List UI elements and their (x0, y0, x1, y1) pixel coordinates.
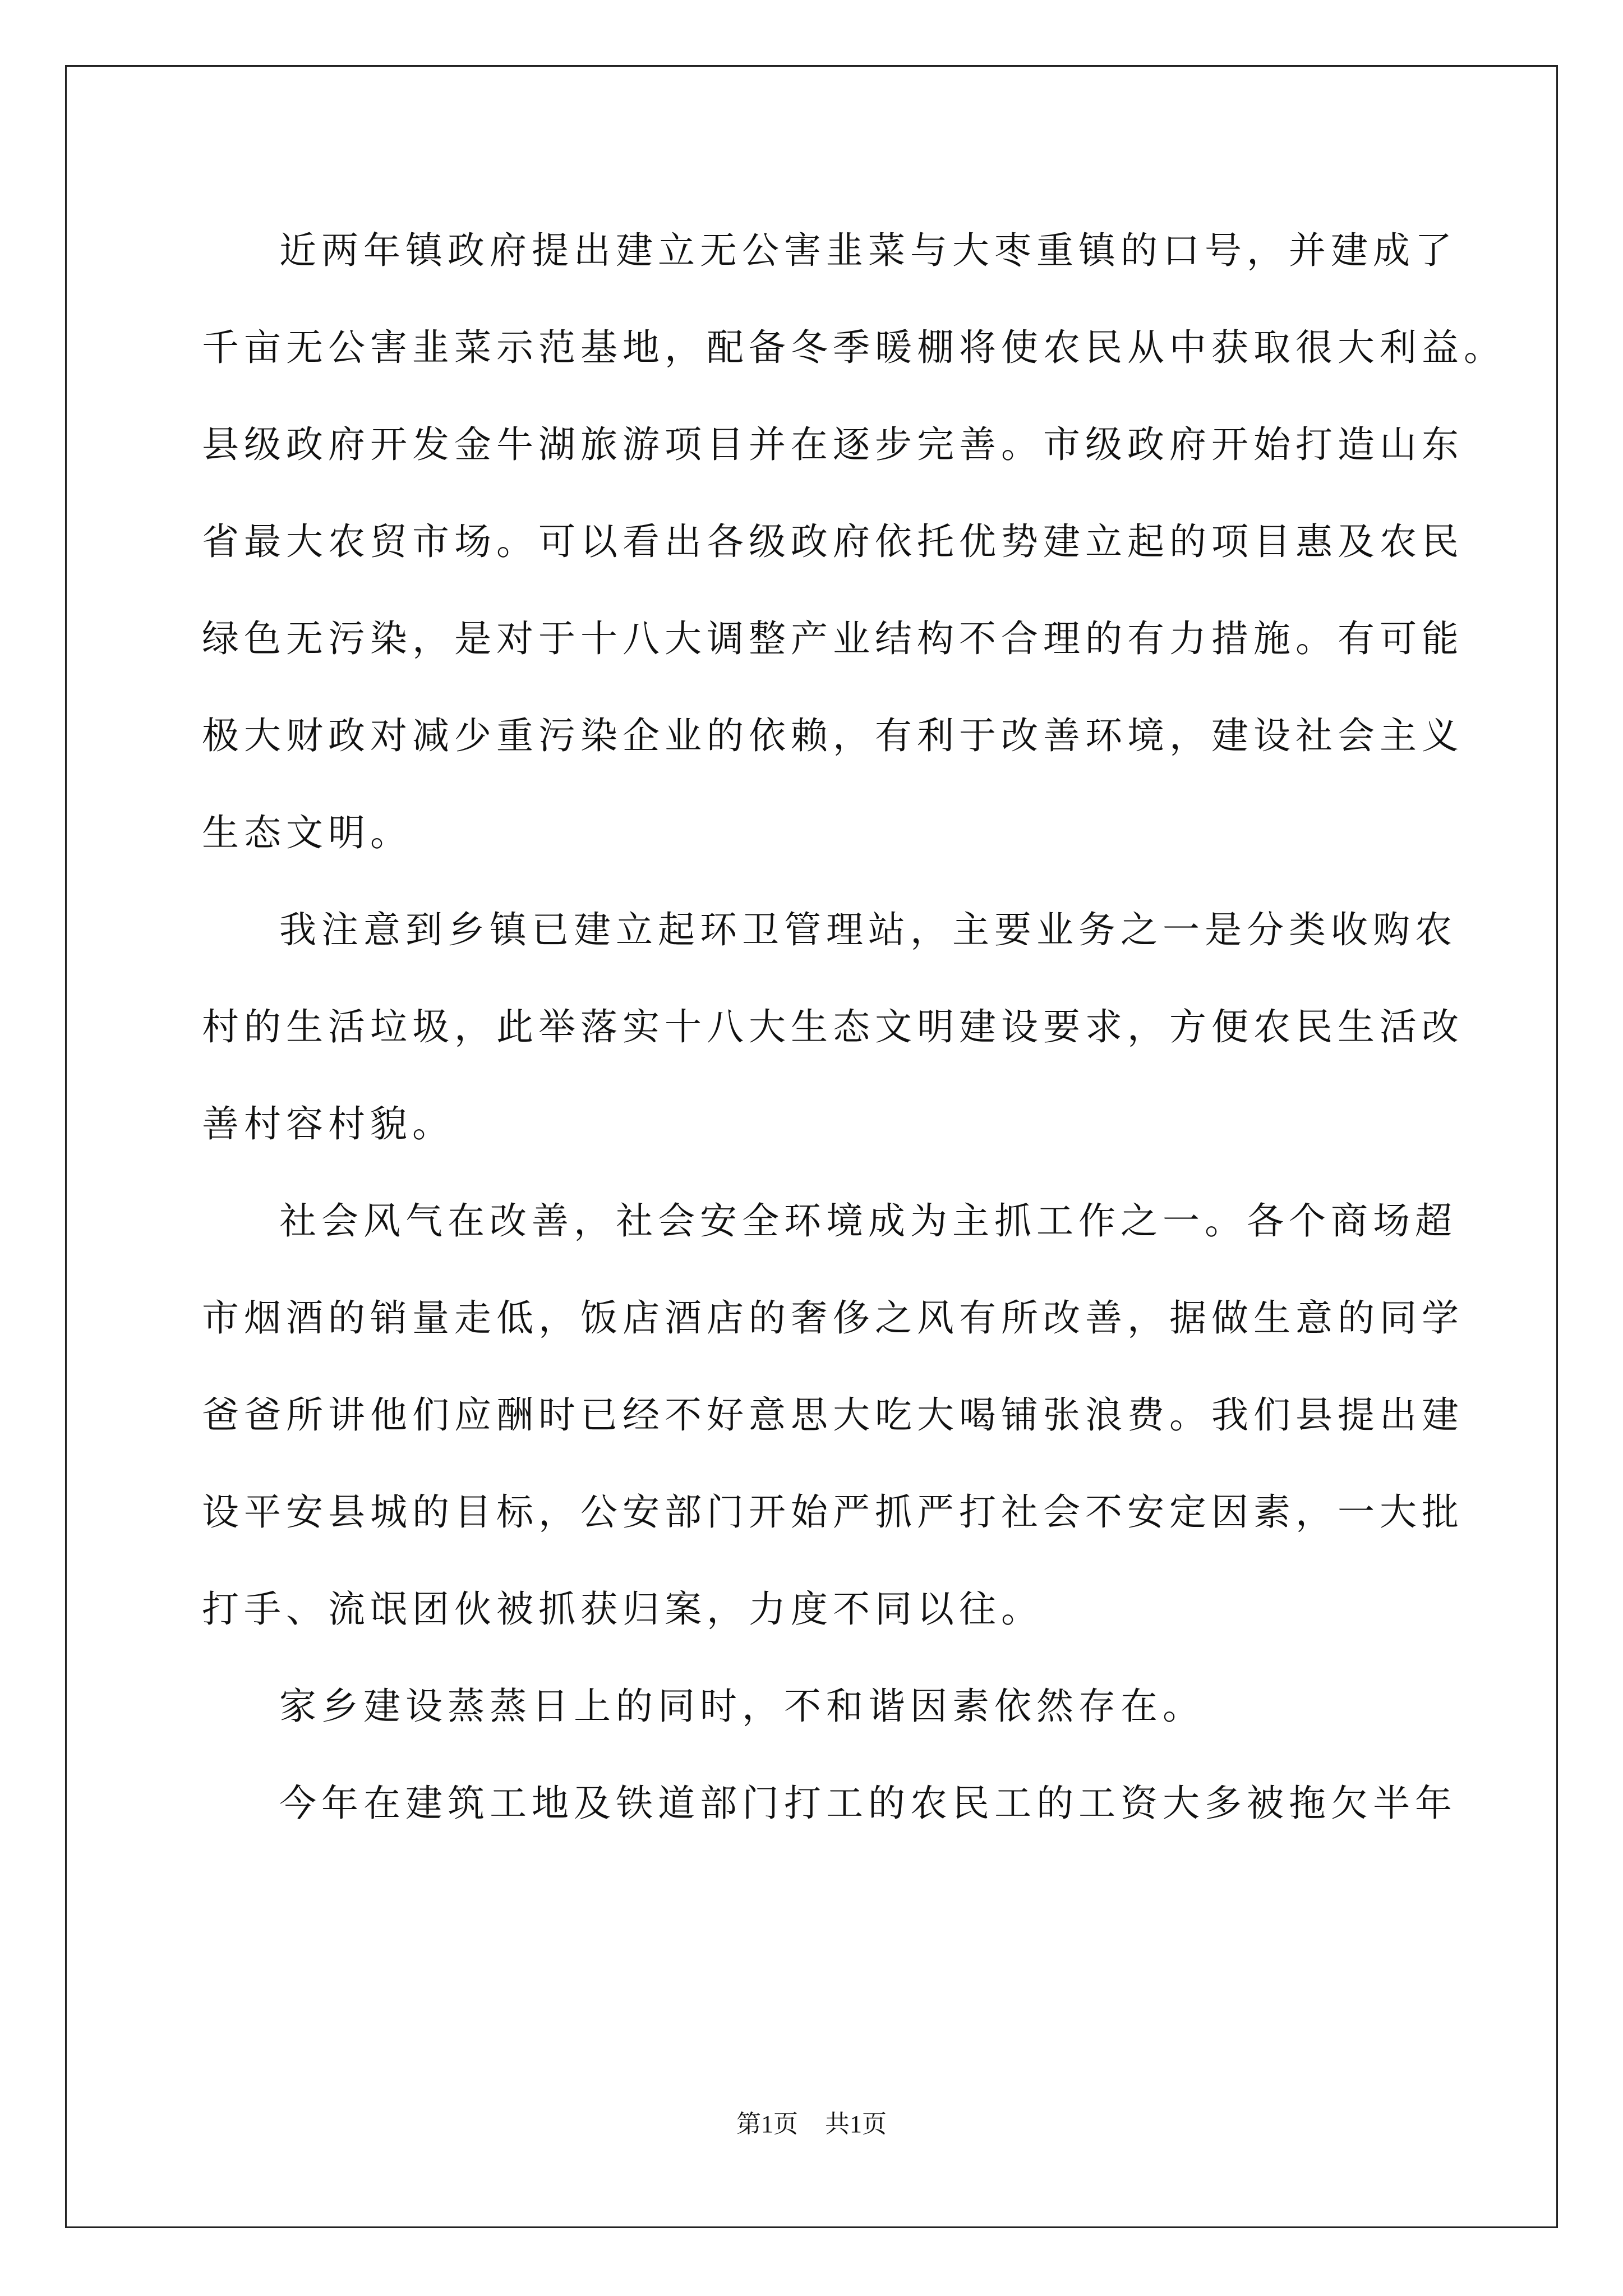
paragraph-1-line-3: 县级政府开发金牛湖旅游项目并在逐步完善。市级政府开始打造山东 (202, 423, 1464, 466)
paragraph-1-line-4: 省最大农贸市场。可以看出各级政府依托优势建立起的项目惠及农民 (202, 520, 1464, 563)
paragraph-1-line-2: 千亩无公害韭菜示范基地，配备冬季暖棚将使农民从中获取很大利益。 (202, 326, 1506, 369)
page-footer (0, 2104, 1623, 2139)
paragraph-3-line-5: 打手、流氓团伙被抓获归案，力度不同以往。 (202, 1588, 1043, 1631)
paragraph-1-line-6: 极大财政对减少重污染企业的依赖，有利于改善环境，建设社会主义 (202, 714, 1464, 757)
paragraph-2-line-1: 我注意到乡镇已建立起环卫管理站，主要业务之一是分类收购农 (279, 908, 1457, 951)
page-total: 共1页 (825, 2110, 887, 2138)
page-number: 第1页 (736, 2110, 798, 2138)
paragraph-4-line-1: 家乡建设蒸蒸日上的同时，不和谐因素依然存在。 (279, 1685, 1205, 1728)
paragraph-2-line-2: 村的生活垃圾，此举落实十八大生态文明建设要求，方便农民生活改 (202, 1005, 1464, 1048)
paragraph-2-line-3: 善村容村貌。 (202, 1102, 454, 1145)
paragraph-3-line-3: 爸爸所讲他们应酬时已经不好意思大吃大喝铺张浪费。我们县提出建 (202, 1393, 1464, 1437)
paragraph-3-line-4: 设平安县城的目标，公安部门开始严抓严打社会不安定因素，一大批 (202, 1490, 1464, 1534)
paragraph-1-line-7: 生态文明。 (202, 811, 412, 854)
paragraph-3-line-2: 市烟酒的销量走低，饭店酒店的奢侈之风有所改善，据做生意的同学 (202, 1296, 1464, 1340)
paragraph-5-line-1: 今年在建筑工地及铁道部门打工的农民工的工资大多被拖欠半年 (279, 1782, 1457, 1825)
document-body (202, 202, 1506, 1852)
paragraph-1-line-5: 绿色无污染，是对于十八大调整产业结构不合理的有力措施。有可能 (202, 617, 1464, 660)
paragraph-1-line-1: 近两年镇政府提出建立无公害韭菜与大枣重镇的口号，并建成了 (279, 229, 1457, 272)
paragraph-3-line-1: 社会风气在改善，社会安全环境成为主抓工作之一。各个商场超 (279, 1199, 1457, 1243)
